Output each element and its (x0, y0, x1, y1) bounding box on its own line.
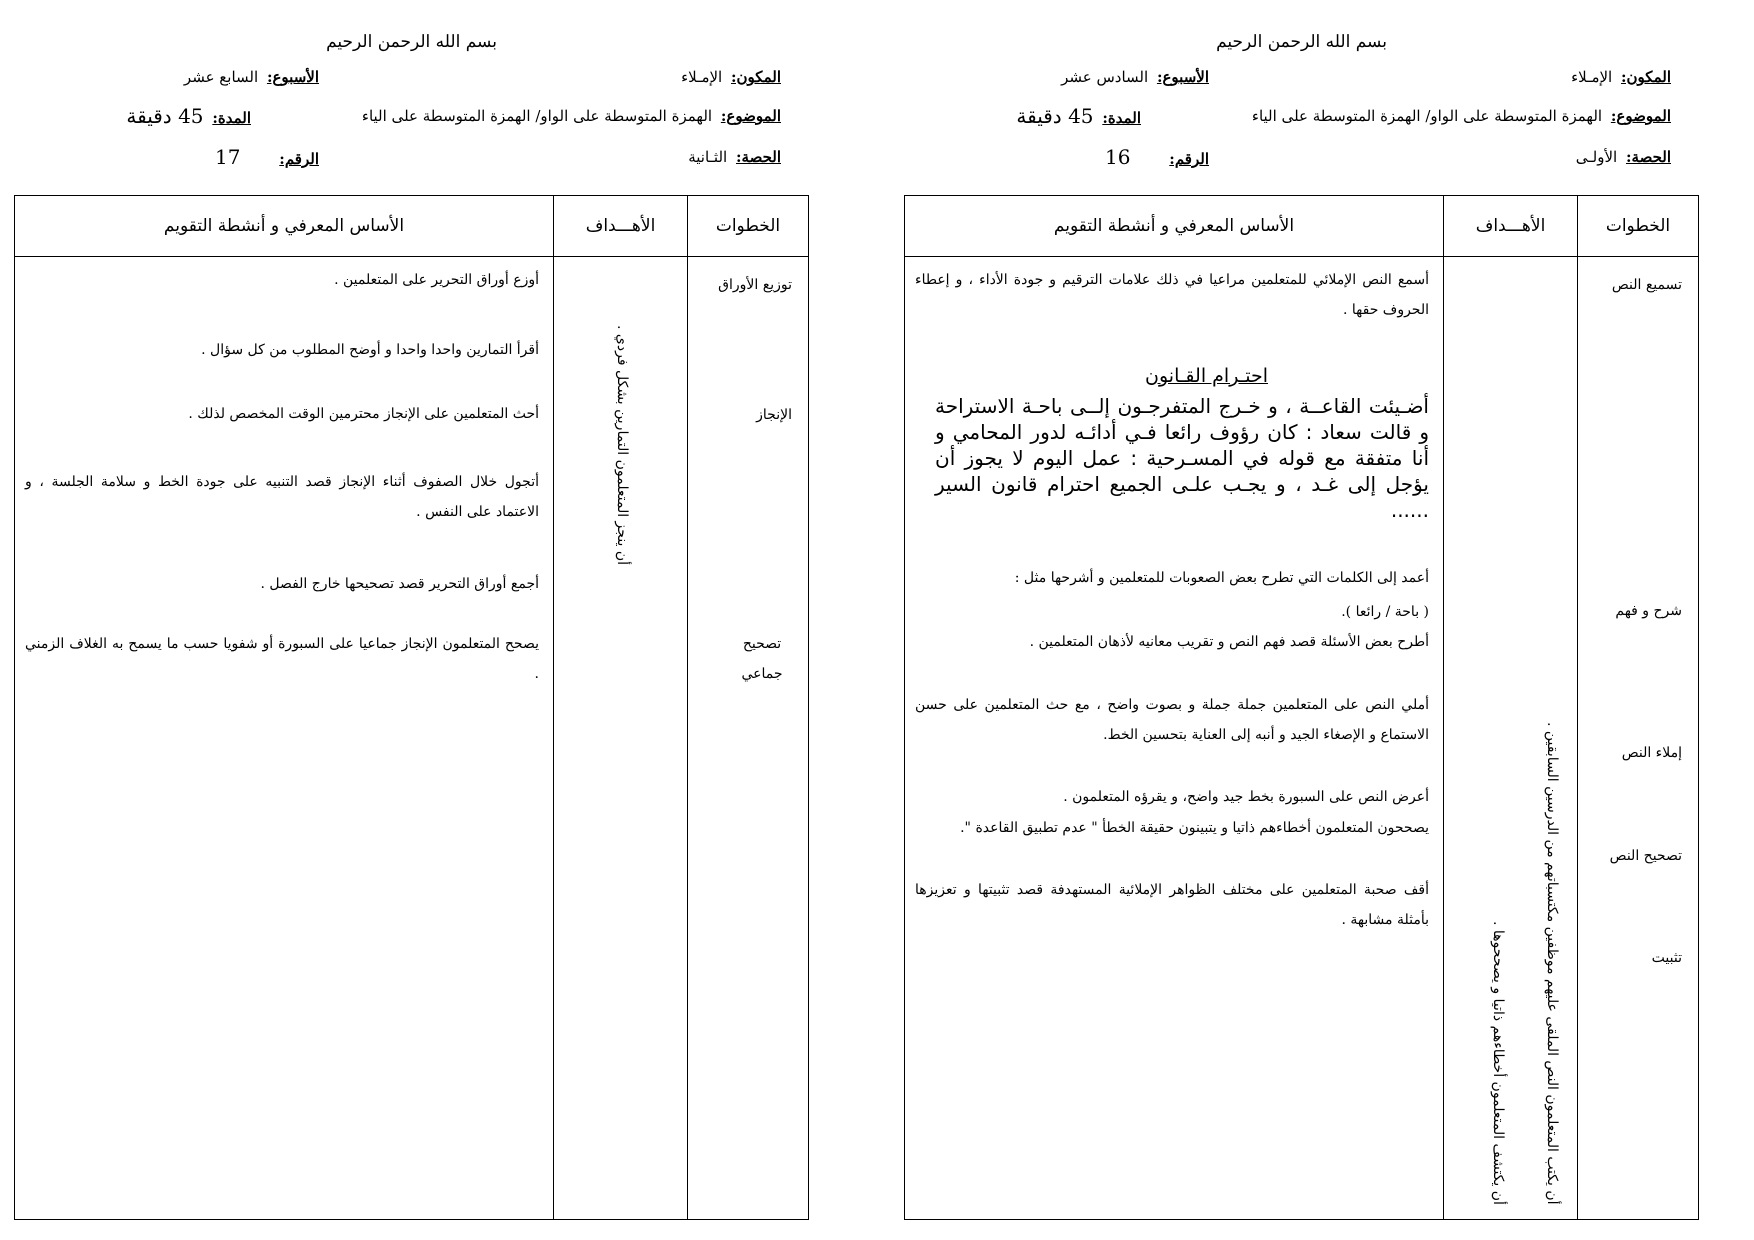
topic-value: الهمزة المتوسطة على الواو/ الهمزة المتوسطة على الياء (1251, 107, 1603, 125)
basmala: بسم الله الرحمن الرحيم (326, 32, 497, 52)
lesson-table (14, 195, 809, 1220)
week-field (1061, 68, 1209, 86)
session-field (1576, 148, 1671, 166)
goal-item: أن ينجز المتعلمون التمارين بشكل فردي . (614, 324, 630, 565)
content-paragraph: يصحح المتعلمون الإنجاز جماعيا على السبورة أو شفويا حسب ما يسمح به الغلاف الزمني . (25, 636, 539, 682)
week-value: السادس عشر (1061, 68, 1149, 86)
duration-value: 45 دقيقة (1016, 104, 1094, 128)
number-value: 16 (1105, 145, 1131, 169)
content-paragraph: يصححون المتعلمون أخطاءهم ذاتيا و يتبينون حقيقة الخطأ " عدم تطبيق القاعدة ". (960, 820, 1429, 836)
content-paragraph: أحث المتعلمين على الإنجاز محترمين الوقت المخصص لذلك . (188, 406, 539, 422)
number-label: الرقم: (279, 150, 319, 168)
content-column (15, 257, 554, 1220)
week-label: الأسبوع: (1156, 68, 1209, 86)
step-item: تثبيت (1651, 950, 1682, 966)
step-item: شرح و فهم (1615, 603, 1682, 619)
content-paragraph: أعرض النص على السبورة بخط جيد واضح، و يقرؤه المتعلمون . (1063, 789, 1429, 805)
goals-header: الأهـــداف (554, 196, 688, 257)
goal-item: أن يكتشف المتعلمون أخطاءهم ذاتيا و يصححوها . (1490, 921, 1506, 1205)
week-label: الأسبوع: (266, 68, 319, 86)
duration-label: المدة: (1102, 109, 1141, 127)
topic-label: الموضوع: (1610, 107, 1671, 125)
goals-header: الأهـــداف (1444, 196, 1578, 257)
component-label: المكون: (731, 68, 781, 86)
component-field (681, 68, 781, 86)
session-value: الثـانية (688, 148, 728, 166)
component-label: المكون: (1621, 68, 1671, 86)
content-paragraph: أملي النص على المتعلمين جملة جملة و بصوت واضح ، مع حث المتعلمين على حسن الاستماع و الإصغاء الجيد و أنبه إلى العناية بتحسين الخط. (915, 697, 1430, 743)
content-paragraph: أقرأ التمارين واحدا واحدا و أوضح المطلوب من كل سؤال . (201, 342, 539, 358)
content-paragraph: أعمد إلى الكلمات التي تطرح بعض الصعوبات للمتعلمين و أشرحها مثل : (1014, 570, 1429, 586)
dictation-text-title: احتـرام القـانون (1145, 365, 1268, 387)
duration-field (126, 104, 251, 128)
component-value: الإمـلاء (1571, 68, 1613, 86)
topic-label: الموضوع: (720, 107, 781, 125)
content-paragraph: أجمع أوراق التحرير قصد تصحيحها خارج الفصل . (260, 576, 539, 592)
step-item: تصحيح جماعي (741, 636, 783, 682)
content-paragraph: ( باحة / رائعا ). (1341, 604, 1429, 620)
component-field (1571, 68, 1671, 86)
duration-value: 45 دقيقة (126, 104, 204, 128)
content-column (905, 257, 1444, 1220)
steps-column (1578, 257, 1699, 1220)
week-field (184, 68, 319, 86)
step-item: توزيع الأوراق (718, 277, 792, 293)
session-value: الأولـى (1575, 148, 1618, 166)
number-field (215, 145, 319, 169)
step-item: تسميع النص (1611, 277, 1682, 293)
goals-column (554, 257, 688, 1220)
content-paragraph: أسمع النص الإملائي للمتعلمين مراعيا في ذلك علامات الترقيم و جودة الأداء ، و إعطاء الحروف حقها . (915, 272, 1429, 318)
lesson-table (904, 195, 1699, 1220)
session-field (688, 148, 781, 166)
number-field (1105, 145, 1209, 169)
dictation-text: أضـيئت القاعــة ، و خـرج المتفرجـون إلــى باحـة الاستراحة و قالت سعاد : كان رؤوف رائعا فـي أدائـه لدور المحامي و أنا متفقة مع قوله في المسـرحية : عمل اليوم لا يجوز أن يؤجل إلى غـد ، و يجـب علـى الجميع احترام قانون السير ...... (935, 394, 1429, 522)
session-label: الحصة: (735, 148, 781, 166)
lesson-sheet-16 (904, 0, 1699, 1240)
topic-field (1252, 107, 1671, 125)
number-value: 17 (215, 145, 241, 169)
content-paragraph: أوزع أوراق التحرير على المتعلمين . (334, 272, 539, 288)
week-value: السابع عشر (183, 68, 259, 86)
steps-column (688, 257, 809, 1220)
steps-header: الخطوات (1578, 196, 1699, 257)
number-label: الرقم: (1169, 150, 1209, 168)
session-label: الحصة: (1625, 148, 1671, 166)
steps-header: الخطوات (688, 196, 809, 257)
content-paragraph: أطرح بعض الأسئلة قصد فهم النص و تقريب معانيه لأذهان المتعلمين . (1029, 634, 1429, 650)
content-header: الأساس المعرفي و أنشطة التقويم (905, 196, 1444, 257)
duration-label: المدة: (212, 109, 251, 127)
topic-field (362, 107, 781, 125)
goal-item: أن يكتب المتعلمون النص الملقى عليهم موظفين مكتسباتهم من الدرسين السابقين . (1544, 722, 1560, 1205)
lesson-sheet-17 (14, 0, 809, 1240)
content-header: الأساس المعرفي و أنشطة التقويم (15, 196, 554, 257)
content-paragraph: أقف صحبة المتعلمين على مختلف الظواهر الإملائية المستهدفة قصد تثبيتها و تعزيزها بأمثلة مشابهة . (915, 882, 1429, 928)
step-item: الإنجاز (756, 407, 792, 423)
goals-column (1444, 257, 1578, 1220)
duration-field (1016, 104, 1141, 128)
basmala: بسم الله الرحمن الرحيم (1216, 32, 1387, 52)
topic-value: الهمزة المتوسطة على الواو/ الهمزة المتوسطة على الياء (361, 107, 713, 125)
step-item: إملاء النص (1621, 745, 1682, 761)
component-value: الإمـلاء (681, 68, 723, 86)
step-item: تصحيح النص (1609, 848, 1682, 864)
content-paragraph: أتجول خلال الصفوف أثناء الإنجاز قصد التنبيه على جودة الخط و سلامة الجلسة ، و الاعتماد على النفس . (25, 474, 539, 520)
